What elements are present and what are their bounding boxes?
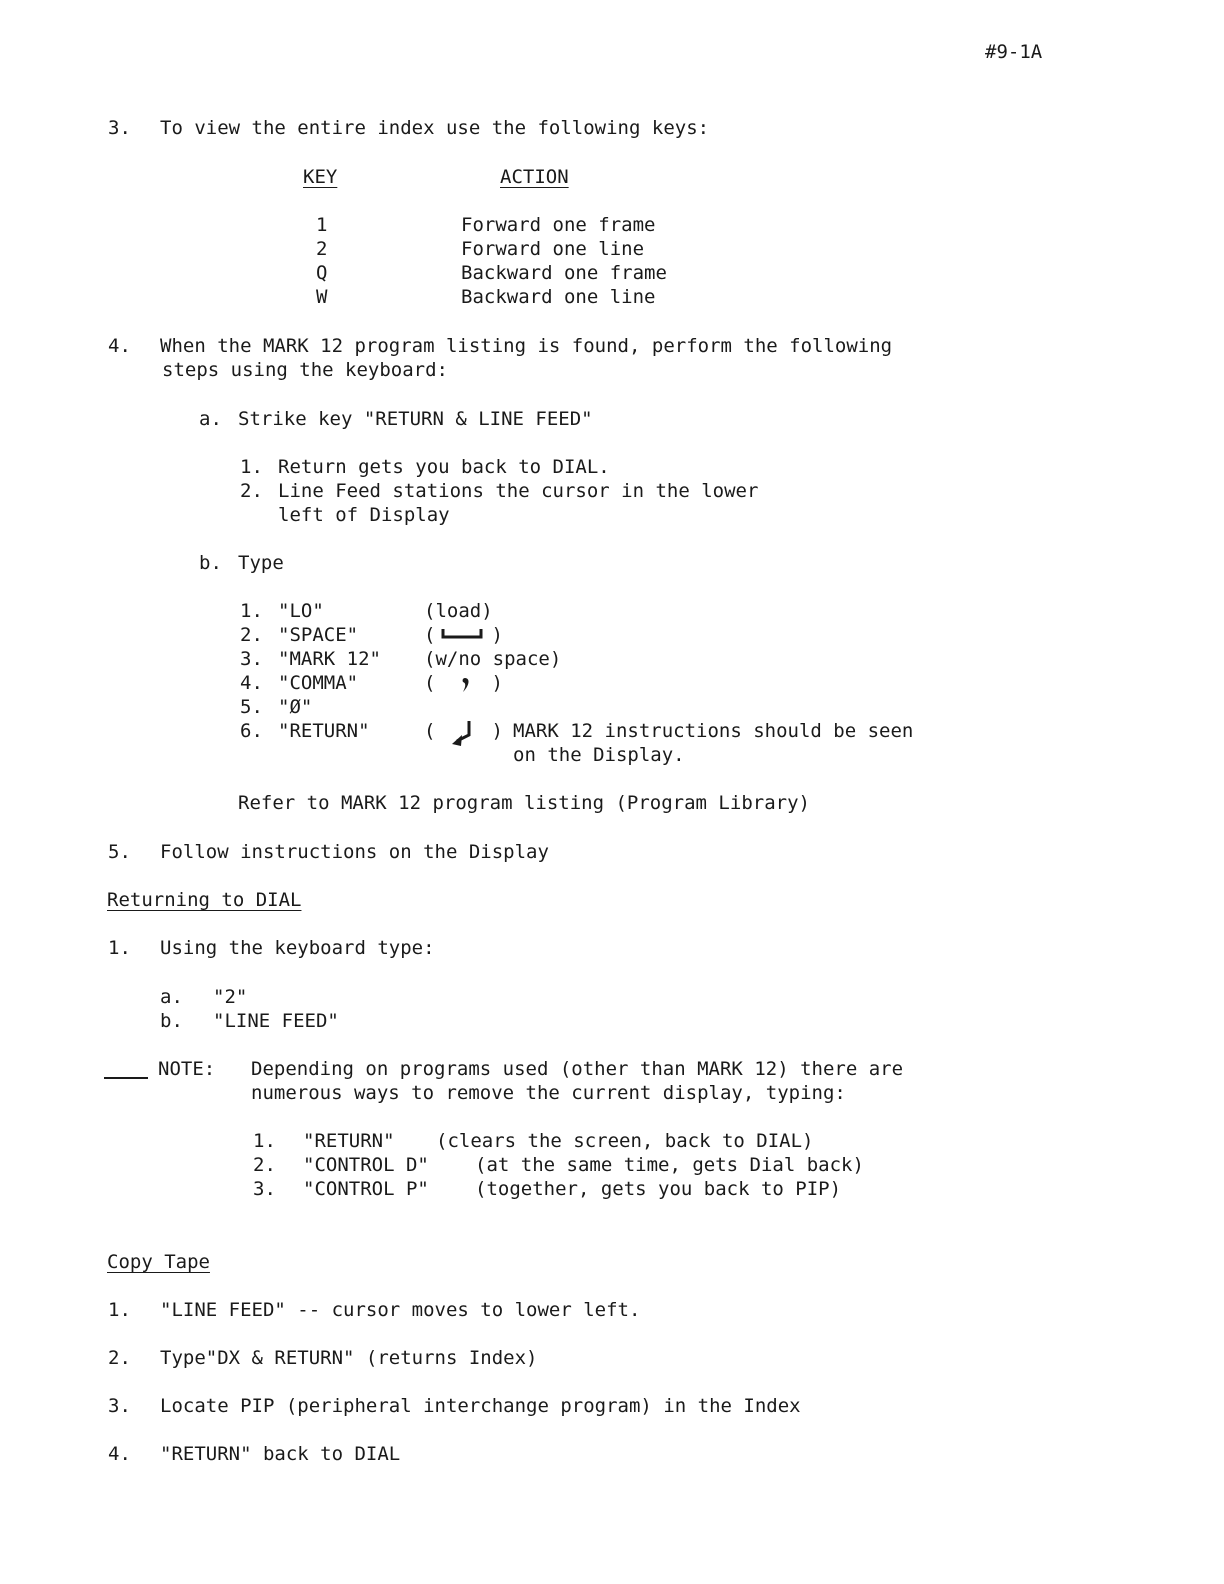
- list-item-number: 6.: [240, 720, 263, 742]
- step-5-number: 5.: [108, 841, 131, 863]
- list-item-text: "Ø": [278, 696, 313, 718]
- returning-step-text: Using the keyboard type:: [160, 937, 435, 959]
- list-item-text: Line Feed stations the cursor in the lower: [278, 480, 759, 502]
- note-line-2: numerous ways to remove the current display, typing:: [251, 1082, 846, 1104]
- action-cell: Forward one frame: [461, 214, 656, 236]
- page-number: #9-1A: [985, 41, 1043, 63]
- note-item-number: 3.: [253, 1178, 276, 1200]
- refer-text: Refer to MARK 12 program listing (Program Library): [238, 792, 810, 814]
- copy-tape-step-text: "LINE FEED" -- cursor moves to lower left.: [160, 1299, 641, 1321]
- list-item-note: (w/no space): [424, 648, 562, 670]
- step-4-line-1: When the MARK 12 program listing is found, perform the following: [160, 335, 893, 357]
- comma-key-note: ( ): [424, 672, 503, 694]
- action-cell: Backward one frame: [461, 262, 667, 284]
- return-description-line-2: on the Display.: [513, 744, 685, 766]
- step-3-number: 3.: [108, 117, 131, 139]
- copy-tape-step-number: 2.: [108, 1347, 131, 1369]
- note-item-number: 2.: [253, 1154, 276, 1176]
- list-item-number: 1.: [240, 600, 263, 622]
- copy-tape-step-number: 3.: [108, 1395, 131, 1417]
- copy-tape-step-text: "RETURN" back to DIAL: [160, 1443, 401, 1465]
- substep-b-label: b.: [199, 552, 222, 574]
- action-column-header: ACTION: [500, 166, 569, 188]
- returning-heading: Returning to DIAL: [107, 889, 302, 911]
- key-cell: W: [316, 286, 328, 308]
- step-5-text: Follow instructions on the Display: [160, 841, 549, 863]
- note-item-key: "RETURN": [303, 1130, 395, 1152]
- substep-a-label: a.: [199, 408, 222, 430]
- substep-b-text: Type: [238, 552, 284, 574]
- copy-tape-step-number: 4.: [108, 1443, 131, 1465]
- key-cell: Q: [316, 262, 328, 284]
- list-item-text: "RETURN": [278, 720, 370, 742]
- copy-tape-step-text: Type"DX & RETURN" (returns Index): [160, 1347, 538, 1369]
- list-item-text: Return gets you back to DIAL.: [278, 456, 610, 478]
- list-item-text: "SPACE": [278, 624, 359, 646]
- step-4-number: 4.: [108, 335, 131, 357]
- return-key-note: ( ): [424, 719, 503, 749]
- returning-item-text: "2": [213, 986, 248, 1008]
- note-item-number: 1.: [253, 1130, 276, 1152]
- list-item-continuation: left of Display: [278, 504, 450, 526]
- note-item-desc: (clears the screen, back to DIAL): [436, 1130, 814, 1152]
- copy-tape-step-text: Locate PIP (peripheral interchange program) in the Index: [160, 1395, 801, 1417]
- list-item-number: 3.: [240, 648, 263, 670]
- list-item-number: 5.: [240, 696, 263, 718]
- note-label: NOTE:: [158, 1058, 216, 1080]
- action-cell: Forward one line: [461, 238, 645, 260]
- return-key-icon: [435, 719, 491, 749]
- copy-tape-heading: Copy Tape: [107, 1251, 210, 1273]
- step-4-line-2: steps using the keyboard:: [162, 359, 448, 381]
- list-item-text: "MARK 12": [278, 648, 381, 670]
- returning-step-number: 1.: [108, 937, 131, 959]
- list-item-number: 2.: [240, 480, 263, 502]
- list-item-note: (load): [424, 600, 493, 622]
- note-margin-mark: [104, 1077, 148, 1079]
- key-cell: 2: [316, 238, 328, 260]
- note-item-key: "CONTROL P": [303, 1178, 429, 1200]
- key-cell: 1: [316, 214, 328, 236]
- comma-icon: [435, 673, 491, 693]
- list-item-text: "LO": [278, 600, 324, 622]
- space-key-icon: [435, 624, 491, 644]
- copy-tape-step-number: 1.: [108, 1299, 131, 1321]
- note-line-1: Depending on programs used (other than MARK 12) there are: [251, 1058, 904, 1080]
- note-item-key: "CONTROL D": [303, 1154, 429, 1176]
- returning-item-text: "LINE FEED": [213, 1010, 339, 1032]
- step-3-text: To view the entire index use the following keys:: [160, 117, 710, 139]
- return-description-line-1: MARK 12 instructions should be seen: [513, 720, 914, 742]
- list-item-text: "COMMA": [278, 672, 359, 694]
- list-item-number: 4.: [240, 672, 263, 694]
- key-column-header: KEY: [303, 166, 338, 188]
- returning-item-label: b.: [160, 1010, 183, 1032]
- note-item-desc: (at the same time, gets Dial back): [475, 1154, 864, 1176]
- substep-a-text: Strike key "RETURN & LINE FEED": [238, 408, 593, 430]
- space-key-note: ( ): [424, 624, 503, 646]
- list-item-number: 2.: [240, 624, 263, 646]
- note-item-desc: (together, gets you back to PIP): [475, 1178, 842, 1200]
- action-cell: Backward one line: [461, 286, 656, 308]
- list-item-number: 1.: [240, 456, 263, 478]
- returning-item-label: a.: [160, 986, 183, 1008]
